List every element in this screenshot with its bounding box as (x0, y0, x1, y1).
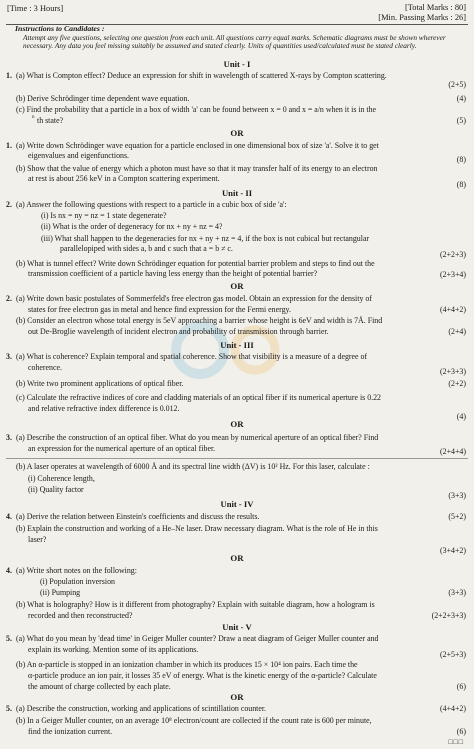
q3c-text2: and relative refractive index difference is 0.012. (28, 404, 180, 413)
q1c-marks: (5) (456, 116, 466, 125)
instructions-title: Instructions to Candidates : (15, 24, 105, 33)
q3a-marks: (2+3+3) (440, 367, 466, 376)
q2a-iii2: parallelopiped with sides a, b and c such that a = b ≠ c. (60, 244, 233, 253)
q5b-marks: (6) (456, 682, 466, 691)
q3or-b-marks: (3+3) (448, 491, 466, 500)
q2or-a-text2: states for free electron gas in metal and hence find expression for the Fermi energy. (28, 305, 291, 314)
q4or-b-text: (b) What is holography? How is it different from photography? Explain with suitable diagram, how a hologram is (16, 600, 375, 609)
q2a-iii: (iii) What shall happen to the degeneracies for nx + ny + nz = 4, if the box is not cubical but rectangular (41, 234, 370, 243)
q2or-b-text2: out De-Broglie wavelength of incident electron and probability of transmission through barrier. (28, 327, 329, 336)
q5or-a-marks: (4+4+2) (440, 704, 466, 713)
q1a-marks: (2+5) (448, 80, 466, 89)
passing-marks: [Min. Passing Marks : 26] (378, 13, 466, 22)
q1c-text: (c) Find the probability that a particle in a box of width 'a' can be found between x = 0 and x = a/n when it is in the (16, 105, 377, 114)
q5or-b-text2: find the ionization current. (28, 727, 113, 736)
q5-number: 5. (6, 634, 12, 643)
q2or-a-marks: (4+4+2) (440, 305, 466, 314)
q3b-marks: (2+2) (448, 379, 466, 388)
q5a-marks: (2+5+3) (440, 650, 466, 659)
q5or-a-text: (a) Describe the construction, working and applications of scintillation counter. (16, 704, 267, 713)
or-label-2: OR (230, 281, 244, 291)
instructions-text: Attempt any five questions, selecting one question from each unit. All questions carry equal marks. Schematic diagrams must be shown wherever necessary. Any data you feel missing suitably be assumed and stated clearly. Units of quantities used/calculated must be stated clearly. (23, 32, 446, 51)
q4or-a-ii: (ii) Pumping (40, 588, 81, 597)
q4b-text2: laser? (28, 535, 47, 544)
q4b-marks: (3+4+2) (440, 546, 466, 555)
q3or-a-marks: (2+4+4) (440, 447, 466, 456)
q4or-a-text: (a) Write short notes on the following: (16, 566, 137, 575)
total-marks: [Total Marks : 80] (404, 3, 466, 12)
q4or-a-marks: (3+3) (448, 588, 466, 597)
q4or-number: 4. (6, 566, 12, 575)
q1b-marks: (4) (456, 94, 466, 103)
q3or-b-ii: (ii) Quality factor (28, 485, 84, 494)
q2a-i: (i) Is nx = ny = nz = 1 state degenerate? (41, 211, 167, 220)
q5a-text2: explain its working. Mention some of its applications. (28, 645, 199, 654)
q4-number: 4. (6, 512, 12, 521)
q1or-b-marks: (8) (456, 180, 466, 189)
q4a-marks: (5+2) (448, 512, 466, 521)
q1or-a-text2: eigenvalues and eigenfunctions. (28, 151, 130, 160)
q3or-a-text: (a) Describe the construction of an optical fiber. What do you mean by numerical aperture of an optical fiber? Find (16, 433, 379, 442)
q4a-text: (a) Derive the relation between Einstein's coefficients and discuss the results. (16, 512, 260, 521)
q1or-a-text: (a) Write down Schrödinger wave equation for a particle enclosed in one dimensional box of size 'a'. Solve it to get (16, 141, 379, 150)
q2-number: 2. (6, 200, 12, 209)
q5or-b-text: (b) In a Geiger Muller counter, on an average 10⁸ electron/count are collected if the count rate is 600 per minute, (16, 716, 372, 725)
page-fold-line (6, 458, 468, 459)
time-label: [Time : 3 Hours] (7, 4, 64, 13)
q3b-text: (b) Write two prominent applications of optical fiber. (16, 379, 184, 388)
q3a-text2: coherence. (28, 363, 62, 372)
q2or-number: 2. (6, 294, 12, 303)
q2b-text2: transmission coefficient of a particle having less energy than the height of potential barrier? (28, 269, 318, 278)
or-label-1: OR (230, 128, 244, 138)
q1a-text: (a) What is Compton effect? Deduce an expression for shift in wavelength of scattered X-rays by Compton scattering. (16, 71, 387, 80)
instructions (15, 25, 467, 51)
q3c-marks: (4) (456, 412, 466, 421)
q2a-marks: (2+2+3) (440, 250, 466, 259)
unit-3-heading: Unit - III (220, 340, 254, 350)
unit-2-heading: Unit - II (221, 188, 253, 198)
q4or-b-marks: (2+2+3+3) (431, 611, 466, 620)
q1c-n: n (32, 115, 35, 120)
end-of-paper-mark: □□□ (448, 738, 464, 746)
q3or-b-text: (b) A laser operates at wavelength of 6000 Å and its spectral line width (ΔV) is 10² Hz. For this laser, calculate : (16, 462, 370, 471)
q5a-text: (a) What do you mean by 'dead time' in Geiger Muller counter? Draw a neat diagram of Geiger Muller counter and (16, 634, 379, 643)
q3or-b-i: (i) Coherence length, (28, 474, 95, 483)
q5b-text: (b) An α-particle is stopped in an ionization chamber in which its produces 15 × 10⁴ ion pairs. Each time the (16, 660, 358, 669)
q1b-text: (b) Derive Schrödinger time dependent wave equation. (16, 94, 190, 103)
q1-number: 1. (6, 71, 12, 80)
q1or-a-marks: (8) (456, 155, 466, 164)
q5or-b-marks: (6) (456, 727, 466, 736)
q2or-b-text: (b) Consider an electron whose total energy is 5eV approaching a barrier whose height is 6eV and width is 7Å. Find (16, 316, 383, 325)
q3a-text: (a) What is coherence? Explain temporal and spatial coherence. Show that visibility is a measure of a degree of (16, 352, 368, 361)
q4or-b-text2: recorded and then reconstructed? (28, 611, 133, 620)
unit-1-heading: Unit - I (223, 59, 251, 69)
q2or-a-text: (a) Write down basic postulates of Sommerfeld's free electron gas model. Obtain an expression for the density of (16, 294, 372, 303)
q2or-b-marks: (2+4) (448, 327, 466, 336)
q3c-text: (c) Calculate the refractive indices of core and cladding materials of an optical fiber if its numerical aperture is 0.22 (16, 393, 382, 402)
q3-number: 3. (6, 352, 12, 361)
q2a-ii: (ii) What is the order of degeneracy for nx + ny + nz = 4? (41, 222, 223, 231)
q1or-b-text2: at rest is about 256 keV in a Compton scattering experiment. (28, 174, 220, 183)
q1or-number: 1. (6, 141, 12, 150)
q5or-number: 5. (6, 704, 12, 713)
q2a-text: (a) Answer the following questions with respect to a particle in a cubic box of side 'a': (16, 200, 287, 209)
q4b-text: (b) Explain the construction and working of a He–Ne laser. Draw necessary diagram. What is the role of He in this (16, 524, 378, 533)
q1or-b-text: (b) Show that the value of energy which a photon must have so that it may transfer half of its energy to an electron (16, 164, 378, 173)
q2b-text: (b) What is tunnel effect? Write down Schrödinger equation for potential barrier problem and steps to find out the (16, 259, 375, 268)
q3or-a-text2: an expression for the numerical aperture of an optical fiber. (28, 444, 216, 453)
unit-4-heading: Unit - IV (220, 499, 254, 509)
or-label-4: OR (230, 553, 244, 563)
q4or-a-i: (i) Population inversion (40, 577, 115, 586)
q1c-text2: th state? (37, 116, 64, 125)
or-label-5: OR (230, 692, 244, 702)
unit-5-heading: Unit - V (222, 622, 252, 632)
or-label-3: OR (230, 419, 244, 429)
q2b-marks: (2+3+4) (440, 270, 466, 279)
q3or-number: 3. (6, 433, 12, 442)
q5b-text2: α-particle produce an ion pair, it losses 35 eV of energy. What is the kinetic energy of the α-particle? Calculate (28, 671, 377, 680)
q5b-text3: the amount of charge collected by each plate. (28, 682, 171, 691)
